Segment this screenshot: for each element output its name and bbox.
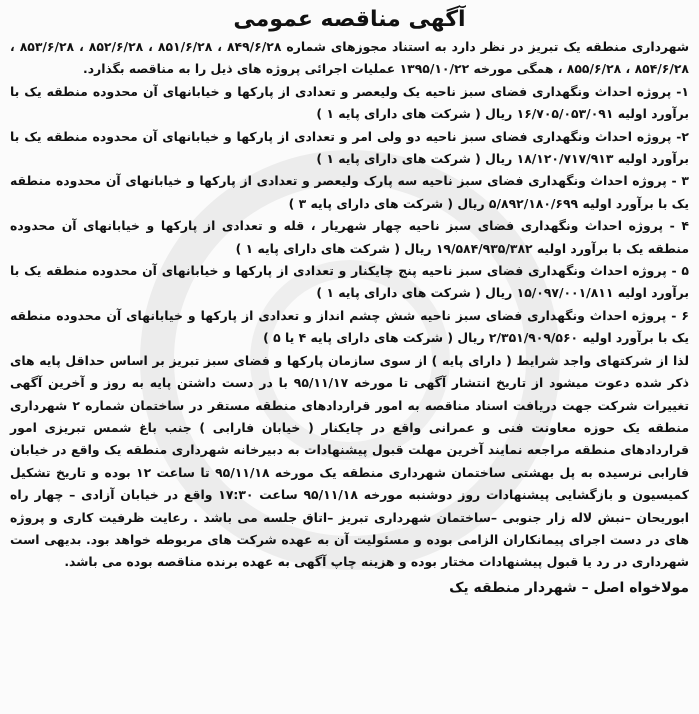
project-item-4: ۴ - پروژه احداث ونگهداری فضای سبز ناحیه چهار شهریار ، قله و تعدادی از پارکها و خیابانهای آن محدوده منطقه یک با برآورد اولیه ۱۹/۵۸۴/۹۳۵/۳۸۲ ریال ( شرکت های دارای پایه ۱ ) (10, 218, 689, 256)
project-item-5: ۵ - پروژه احداث ونگهداری فضای سبز ناحیه پنج چایکنار و تعدادی از پارکها و خیابانهای آن محدوده منطقه یک با برآورد اولیه ۱۵/۰۹۷/۰۰۱/۸۱۱ ریال ( شرکت های دارای پایه ۱ ) (10, 263, 689, 301)
notice-title: آگهی مناقصه عمومی (233, 7, 466, 32)
project-item-3: ۳ - پروژه احداث ونگهداری فضای سبز ناحیه سه پارک ولیعصر و تعدادی از پارکها و خیابانهای آن محدوده منطقه یک با برآورد اولیه ۵/۸۹۲/۱۸۰/۶۹۹ ریال ( شرکت های دارای پایه ۳ ) (10, 173, 689, 211)
project-item-1: ۱- پروژه احداث ونگهداری فضای سبز ناحیه یک ولیعصر و تعدادی از پارکها و خیابانهای آن محدوده منطقه یک با برآورد اولیه ۱۶/۷۰۵/۰۵۳/۰۹۱ ریال ( شرکت های دارای پایه ۱ ) (10, 83, 689, 122)
project-item-6: ۶ - پروژه احداث ونگهداری فضای سبز ناحیه شش چشم انداز و تعدادی از پارکها و خیابانهای آن محدوده منطقه یک با برآورد اولیه ۲/۳۵۱/۹۰۹/۵۶۰ ریال ( شرکت های دارای پایه ۴ یا ۵ ) (10, 307, 689, 346)
intro-paragraph: شهرداری منطقه یک تبریز در نظر دارد به استناد مجوزهای شماره ۸۴۹/۶/۲۸ ، ۸۵۱/۶/۲۸ ، ۸۵۲/۶/۲۸ ، ۸۵۳/۶/۲۸ ، ۸۵۴/۶/۲۸ ، ۸۵۵/۶/۲۸ ، همگی مورخه ۱۳۹۵/۱۰/۲۲ عملیات اجرائی پروژه های ذیل را به مناقصه بگذارد. (10, 39, 690, 77)
conditions-paragraph: لذا از شرکتهای واجد شرایط ( دارای پایه ) از سوی سازمان پارکها و فضای سبز تبریز بر اساس حداقل پایه های ذکر شده دعوت میشود از تاریخ انتشار آگهی تا مورخه ۹۵/۱۱/۱۷ با در دست داشتن پایه به روز و آخرین آگهی تغییرات شرکت جهت دریافت اسناد مناقصه به امور قراردادهای منطقه مستقر در ساختمان شماره ۲ شهرداری منطقه یک حوزه معاونت فنی و عمرانی واقع در چایکنار ( خیابان فارابی ) جنب باغ شمس تبریزی امور قراردادهای منطقه مراجعه نمایند آخرین مهلت قبول پیشنهادات به دبیرخانه شهرداری منطقه یک واقع در خیابان فارابی نرسیده به پل بهشتی ساختمان شهرداری منطقه یک مورخه ۹۵/۱۱/۱۸ تا ساعت ۱۲ بوده و تاریخ تشکیل کمیسیون و بازگشایی پیشنهادات روز دوشنبه مورخه ۹۵/۱۱/۱۸ ساعت ۱۷:۳۰ واقع در خیابان آزادی – چهار راه ابوریحان –نبش لاله زار جنوبی –ساختمان شهرداری تبریز –اتاق جلسه می باشد . رعایت ظرفیت کاری و پروژه های در دست اجرای پیمانکاران الزامی بوده و مسئولیت آن به عهده شرکت های مربوطه خواهد بود. بدیهی است شهرداری در رد یا قبول پیشنهادات مختار بوده و هزینه چاپ آگهی به عهده برنده مناقصه بوده می باشد. (10, 352, 690, 570)
signature-line: مولاخواه اصل – شهردار منطقه یک (449, 579, 689, 596)
project-item-2: ۲- پروژه احداث ونگهداری فضای سبز ناحیه دو ولی امر و تعدادی از پارکها و خیابانهای آن محدوده منطقه یک با برآورد اولیه ۱۸/۱۲۰/۷۱۷/۹۱۳ ریال ( شرکت های دارای پایه ۱ ) (10, 128, 689, 167)
